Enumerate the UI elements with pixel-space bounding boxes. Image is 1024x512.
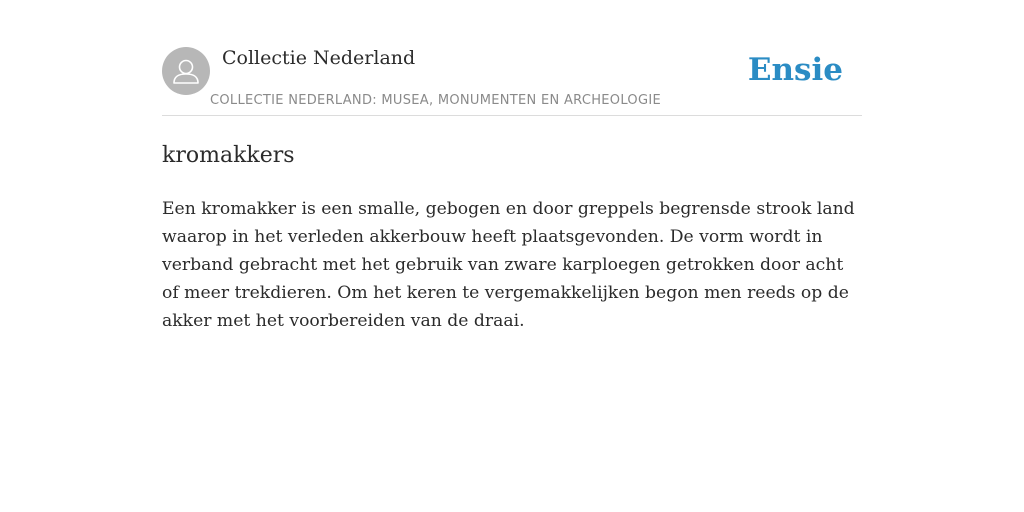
user-icon <box>162 47 210 95</box>
definition-card <box>162 47 862 335</box>
card-header <box>162 47 862 116</box>
avatar[interactable] <box>162 47 210 95</box>
author-name[interactable]: Collectie Nederland <box>222 47 416 69</box>
definition-text: Een kromakker is een smalle, gebogen en door greppels begrensde strook land waarop in het verleden akkerbouw heeft plaatsgevonden. De vorm wordt in verband gebracht met het gebruik van zware karploegen getrokken door acht of meer trekdieren. Om het keren te vergemakkelijken begon men reeds op de akker met het voorbereiden van de draai. <box>162 199 855 331</box>
page-title: kromakkers <box>162 143 295 168</box>
source-label[interactable]: COLLECTIE NEDERLAND: MUSEA, MONUMENTEN EN ARCHEOLOGIE <box>210 93 661 108</box>
brand-logo[interactable]: Ensie <box>747 52 843 88</box>
